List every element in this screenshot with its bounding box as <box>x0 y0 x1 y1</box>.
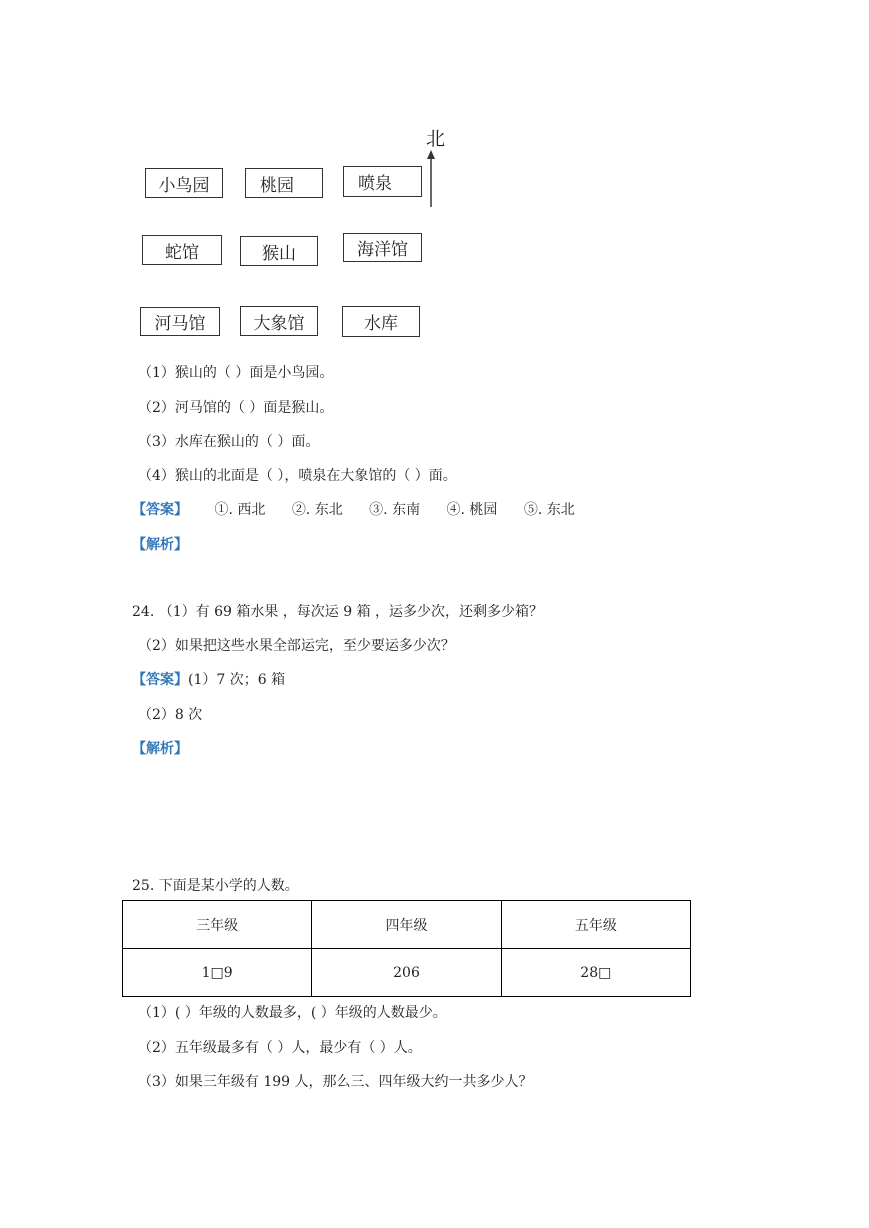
map-box-elephant-house: 大象馆 <box>240 306 318 336</box>
table-header-row <box>123 901 691 949</box>
q24-analysis-tag: 【解析】 <box>132 741 188 757</box>
answer-3: ③. 东南 <box>369 502 421 518</box>
q23-item-1: （1）猴山的（ ）面是小鸟园。 <box>138 365 334 381</box>
table-cell: 28□ <box>501 949 690 997</box>
q24-line-1: 24. （1）有 69 箱水果 ，每次运 9 箱 ，运多少次，还剩多少箱？ <box>132 604 544 620</box>
q23-analysis-tag: 【解析】 <box>132 537 188 553</box>
table-cell: 1□9 <box>123 949 312 997</box>
map-box-hippo-house: 河马馆 <box>140 307 220 336</box>
answer-5: ⑤. 东北 <box>523 502 575 518</box>
q25-item-3: （3）如果三年级有 199 人，那么三、四年级大约一共多少人？ <box>138 1074 533 1090</box>
map-box-peach-garden: 桃园 <box>245 168 323 198</box>
table-row <box>123 949 691 997</box>
map-box-monkey-hill: 猴山 <box>240 236 318 266</box>
q23-item-2: （2）河马馆的（ ）面是猴山。 <box>138 400 334 416</box>
q23-item-3: （3）水库在猴山的（ ）面。 <box>138 434 320 450</box>
map-box-ocean-hall: 海洋馆 <box>343 233 422 262</box>
q25-item-2: （2）五年级最多有（ ）人，最少有（ ）人。 <box>138 1040 422 1056</box>
north-label: 北 <box>426 128 446 150</box>
q23-answer <box>132 499 575 519</box>
north-arrow-icon <box>424 150 438 208</box>
table-header-cell: 五年级 <box>501 901 690 949</box>
q24-answer-2: （2）8 次 <box>138 707 203 723</box>
answer-4: ④. 桃园 <box>446 502 498 518</box>
answer-tag: 【答案】 <box>132 672 188 688</box>
q23-item-4: （4）猴山的北面是（ ），喷泉在大象馆的（ ）面。 <box>138 468 457 484</box>
map-box-bird-garden: 小鸟园 <box>145 168 223 198</box>
q25-item-1: （1）( ）年级的人数最多，( ）年级的人数最少。 <box>138 1005 447 1021</box>
q24-answer-1: (1）7 次；6 箱 <box>188 672 286 688</box>
answer-2: ②. 东北 <box>291 502 343 518</box>
table-cell: 206 <box>312 949 501 997</box>
map-box-fountain: 喷泉 <box>343 166 422 197</box>
q24-answer <box>132 669 285 689</box>
table-header-cell: 三年级 <box>123 901 312 949</box>
table-header-cell: 四年级 <box>312 901 501 949</box>
map-box-reservoir: 水库 <box>342 306 420 337</box>
map-box-snake-house: 蛇馆 <box>142 235 222 265</box>
answer-1: ①. 西北 <box>214 502 266 518</box>
answer-tag: 【答案】 <box>132 502 188 518</box>
grade-table <box>122 900 691 997</box>
q25-title: 25. 下面是某小学的人数。 <box>132 878 299 894</box>
q24-line-2: （2）如果把这些水果全部运完，至少要运多少次？ <box>138 638 455 654</box>
